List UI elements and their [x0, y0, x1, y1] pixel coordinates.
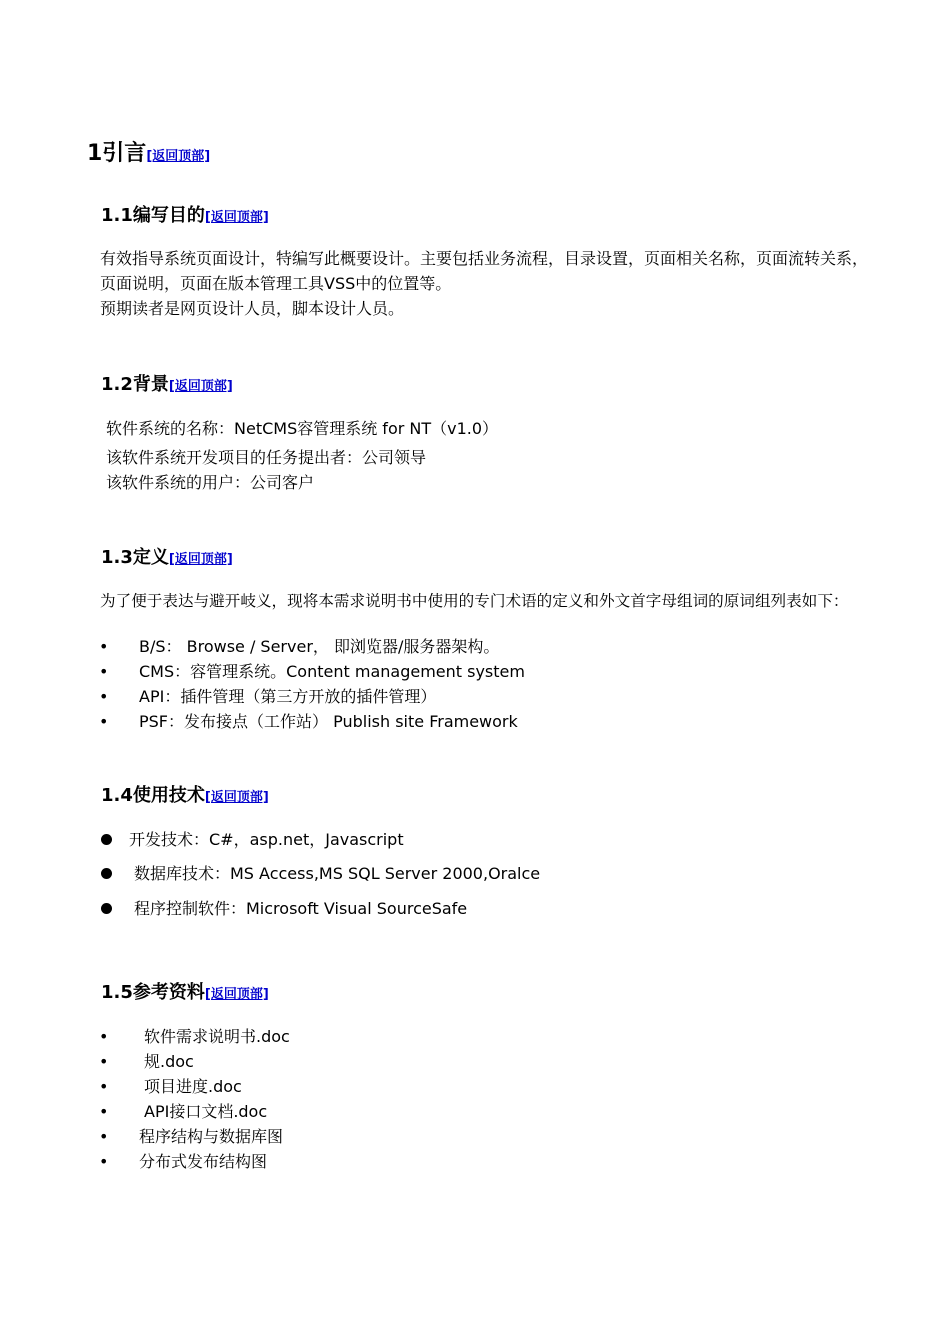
- section-references-heading: [101, 978, 269, 1004]
- definition-item: B/S： Browse / Server， 即浏览器/服务器架构。: [139, 637, 500, 656]
- section-title: 1.1编写目的: [101, 205, 205, 226]
- section-intro-heading: [87, 136, 210, 167]
- definition-item: API：插件管理（第三方开放的插件管理）: [139, 687, 437, 706]
- reference-item: 程序结构与数据库图: [139, 1127, 284, 1146]
- bullet-icon: •: [99, 712, 109, 731]
- back-to-top-link[interactable]: [返回顶部]: [204, 210, 269, 225]
- bullet-icon: [101, 868, 112, 879]
- technology-item: 程序控制软件：Microsoft Visual SourceSafe: [134, 899, 468, 918]
- section-title: 1.3定义: [101, 547, 169, 568]
- technology-item: 数据库技术：MS Access,MS SQL Server 2000,Oralce: [134, 864, 541, 883]
- paragraph-line: 有效指导系统页面设计，特编写此概要设计。主要包括业务流程，目录设置，页面相关名称，页面流转关系，: [100, 249, 869, 268]
- bullet-icon: •: [99, 1102, 109, 1121]
- bullet-icon: •: [99, 1077, 109, 1096]
- bullet-icon: •: [99, 687, 109, 706]
- definitions-intro: 为了便于表达与避开岐义，现将本需求说明书中使用的专门术语的定义和外文首字母组词的原词组列表如下：: [100, 592, 849, 610]
- section-background-heading: [101, 370, 233, 396]
- section-title: 1.5参考资料: [101, 982, 205, 1003]
- paragraph-line: 预期读者是网页设计人员，脚本设计人员。: [100, 299, 405, 318]
- background-line: 该软件系统开发项目的任务提出者：公司领导: [106, 448, 427, 467]
- bullet-icon: •: [99, 1052, 109, 1071]
- section-technology-heading: [101, 781, 269, 807]
- purpose-paragraph: [100, 246, 868, 321]
- reference-item: 分布式发布结构图: [139, 1152, 268, 1171]
- background-line: 该软件系统的用户：公司客户: [106, 473, 315, 492]
- reference-item: 软件需求说明书.doc: [144, 1027, 290, 1046]
- background-line: 软件系统的名称：NetCMS容管理系统 for NT（v1.0）: [106, 419, 499, 438]
- back-to-top-link[interactable]: [返回顶部]: [146, 149, 211, 164]
- definition-item: CMS：容管理系统。Content management system: [139, 662, 525, 681]
- section-title: 1.2背景: [101, 374, 169, 395]
- bullet-icon: •: [99, 1152, 109, 1171]
- bullet-icon: [101, 903, 112, 914]
- back-to-top-link[interactable]: [返回顶部]: [168, 379, 233, 394]
- reference-item: 规.doc: [144, 1052, 194, 1071]
- back-to-top-link[interactable]: [返回顶部]: [204, 987, 269, 1002]
- bullet-icon: •: [99, 1127, 109, 1146]
- section-title: 1引言: [87, 141, 147, 166]
- section-definitions-heading: [101, 543, 233, 569]
- technology-item: 开发技术：C#，asp.net，Javascript: [129, 830, 404, 849]
- back-to-top-link[interactable]: [返回顶部]: [204, 790, 269, 805]
- reference-item: API接口文档.doc: [144, 1102, 268, 1121]
- reference-item: 项目进度.doc: [144, 1077, 242, 1096]
- bullet-icon: •: [99, 662, 109, 681]
- back-to-top-link[interactable]: [返回顶部]: [168, 552, 233, 567]
- section-title: 1.4使用技术: [101, 785, 205, 806]
- paragraph-line: 页面说明，页面在版本管理工具VSS中的位置等。: [100, 274, 452, 293]
- definition-item: PSF：发布接点（工作站） Publish site Framework: [139, 712, 518, 731]
- bullet-icon: •: [99, 1027, 109, 1046]
- section-purpose-heading: [101, 201, 269, 227]
- bullet-icon: •: [99, 637, 109, 656]
- bullet-icon: [101, 834, 112, 845]
